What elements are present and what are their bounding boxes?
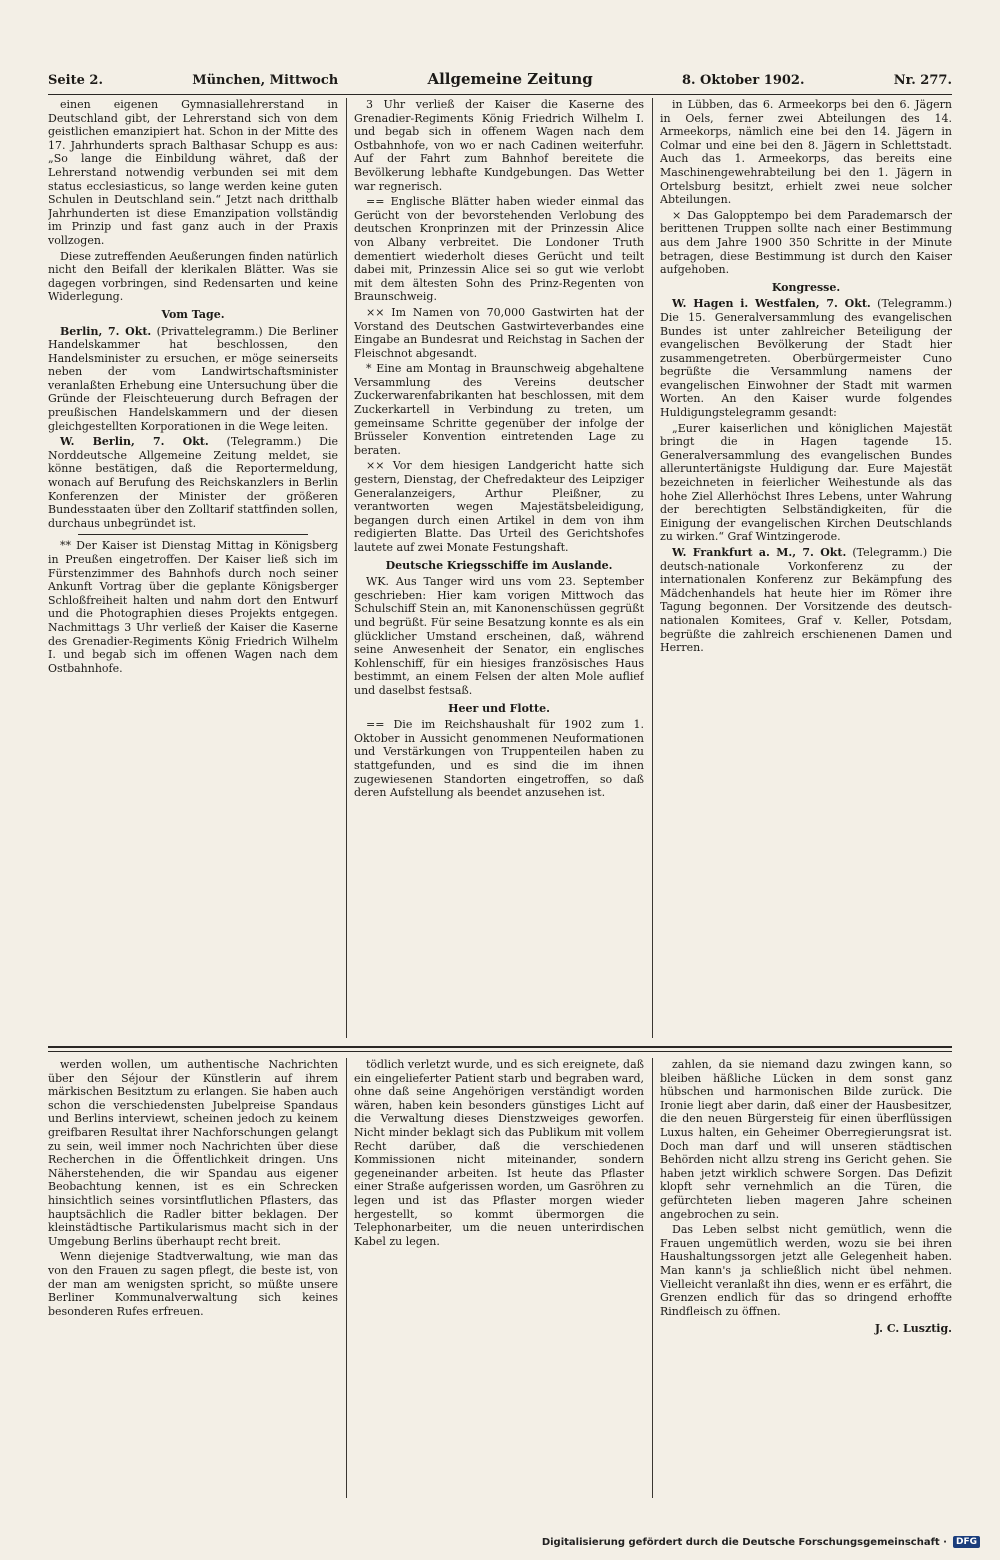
column-3 bbox=[660, 98, 952, 1038]
feuilleton-column-3 bbox=[660, 1058, 952, 1498]
article-paragraph: „Eurer kaiserlichen und königlichen Majestät bringt die in Hagen tagende 15. Generalversammlung des evangelischen Bundes alleruntertänigste Huldigung dar. Eure Majestät bezeichneten in feierlicher Weihestunde als das hohe Ziel Allerhöchst Ihres Lebens, unter Wahrung der berechtigten Selbständigkeiten, für die Einigung der evangelischen Kirchen Deutschlands zu wirken.“ Graf Wintzingerode. bbox=[660, 421, 952, 544]
dateline: Berlin, 7. Okt. bbox=[60, 324, 152, 338]
article-paragraph: 3 Uhr verließ der Kaiser die Kaserne des Grenadier-Regiments König Friedrich Wilhelm I. und begab sich in offenem Wagen nach dem Ostbahnhofe, von wo er nach Cadinen weiterfuhr. Auf der Fahrt zum Bahnhof bereitete die Bevölkerung lebhafte Kundgebungen. Das Wetter war regnerisch. bbox=[354, 98, 644, 193]
column-1 bbox=[48, 98, 338, 1038]
section-heading: Deutsche Kriegsschiffe im Auslande. bbox=[385, 558, 613, 572]
section-heading: Kongresse. bbox=[771, 280, 841, 294]
article-paragraph: × Das Galopptempo bei dem Parademarsch der berittenen Truppen sollte nach einer Bestimmung aus dem Jahre 1900 350 Schritte in der Minute betragen, diese Bestimmung ist durch den Kaiser aufgehoben. bbox=[660, 208, 952, 277]
author-signature: J. C. Lusztig. bbox=[874, 1322, 952, 1336]
section-heading: Vom Tage. bbox=[161, 307, 225, 321]
feuilleton-rule bbox=[48, 1046, 952, 1048]
feuilleton-paragraph: Wenn diejenige Stadtverwaltung, wie man das von den Frauen zu sagen pflegt, die beste ist, von der man am wenigsten spricht, so müßte unsere Berliner Kommunalverwaltung sich keines besonderen Rufes erfreuen. bbox=[48, 1250, 338, 1318]
article-text: (Telegramm.) Die Norddeutsche Allgemeine Zeitung meldet, sie könne bestätigen, daß die Reportermeldung, wonach auf Berufung des Reichskanzlers in Berlin Konferenzen der Minister der größeren Bundesstaaten über den Zolltarif stattfinden sollen, durchaus unbegründet ist. bbox=[48, 435, 338, 530]
footer-text: Digitalisierung gefördert durch die Deutsche Forschungsgemeinschaft · bbox=[541, 1536, 947, 1548]
issue-number: Nr. 277. bbox=[893, 73, 952, 88]
page-number: Seite 2. bbox=[48, 73, 103, 88]
dfg-logo-icon: DFG bbox=[953, 1536, 980, 1548]
article-paragraph: ×× Vor dem hiesigen Landgericht hatte sich gestern, Dienstag, der Chefredakteur des Leipziger Generalanzeigers, Arthur Pleißner, zu verantworten wegen Majestätsbeleidigung, begangen durch einen Artikel in dem von ihm redigierten Blatte. Das Urteil des Gerichtshofes lautete auf zwei Monate Festungshaft. bbox=[354, 459, 644, 554]
article-paragraph: * Eine am Montag in Braunschweig abgehaltene Versammlung des Vereins deutscher Zuckerwarenfabrikanten hat beschlossen, mit dem Zuckerkartell in Verbindung zu treten, um gemeinsame Schritte gegenüber der infolge der Brüsseler Konvention eintretenden Lage zu beraten. bbox=[354, 362, 644, 457]
place-day: München, Mittwoch bbox=[192, 73, 339, 88]
article-paragraph: einen eigenen Gymnasiallehrerstand in Deutschland gibt, der Lehrerstand sich von dem geistlichen emanzipiert hat. Schon in der Mitte des 17. Jahrhunderts sprach Balthasar Schupp es aus: „So lange die Einbildung währet, daß der Lehrerstand notwendig verbunden sei mit dem status ecclesiasticus, so lange werden keine guten Schulen in Deutschland sein.“ Jetzt nach dritthalb Jahrhunderten ist diese Emanzipation vollständig im Prinzip und fast ganz auch in der Praxis vollzogen. bbox=[48, 98, 338, 247]
dateline: W. Berlin, 7. Okt. bbox=[60, 435, 209, 449]
article-paragraph: ×× Im Namen von 70,000 Gastwirten hat der Vorstand des Deutschen Gastwirteverbandes eine Eingabe an Bundesrat und Reichstag in Sachen der Fleischnot abgesandt. bbox=[354, 305, 644, 360]
article-text: (Telegramm.) Die 15. Generalversammlung des evangelischen Bundes ist unter zahlreicher Beteiligung der evangelischen Bevölkerung der Stadt hier zusammengetreten. Oberbürgermeister Cuno begrüßte die Versammlung namens der evangelischen Einwohner der Stadt mit warmen Worten. An den Kaiser wurde folgendes Huldigungstelegramm gesandt: bbox=[660, 297, 952, 420]
newspaper-title: Allgemeine Zeitung bbox=[427, 70, 593, 88]
feuilleton-column-1 bbox=[48, 1058, 338, 1498]
feuilleton-paragraph: tödlich verletzt wurde, und es sich ereignete, daß ein eingelieferter Patient starb und begraben ward, ohne daß seine Angehörigen verständigt worden wären, haben kein besonders günstiges Licht auf die Verwaltung dieses Dienstzweiges geworfen. Nicht minder beklagt sich das Publikum mit vollem Recht darüber, daß die verschiedenen Kommissionen nicht miteinander, sondern gegeneinander arbeiten. Ist heute das Pflaster einer Straße aufgerissen worden, um Gasröhren zu legen und ist das Pflaster morgen wieder hergestellt, so kommt übermorgen die Telephonarbeiter, um die neuen unterirdischen Kabel zu legen. bbox=[354, 1058, 644, 1248]
feuilleton-paragraph: werden wollen, um authentische Nachrichten über den Séjour der Künstlerin auf ihrem märkischen Besitztum zu erlangen. Sie haben auch schon die verschiedensten Jubelpreise Spandaus und Berlins interviewt, scheinen jedoch zu keinem greifbaren Resultat ihrer Nachforschungen gelangt zu sein, weil immer noch Nachrichten über diese Recherchen in die Öffentlichkeit dringen. Uns Näherstehenden, die wir Spandau aus eigener Beobachtung kennen, ist es ein Schrecken hinsichtlich seines vorsintflutlichen Pflasters, das hauptsächlich die Radler bitter beklagen. Der kleinstädtische Partikularismus macht sich in der Umgebung Berlins überhaupt recht breit. bbox=[48, 1058, 338, 1248]
masthead bbox=[48, 70, 952, 92]
dateline: W. Frankfurt a. M., 7. Okt. bbox=[672, 546, 847, 559]
article-text: (Telegramm.) Die deutsch-nationale Vorkonferenz zu der internationalen Konferenz zur Bekämpfung des Mädchenhandels hat heute hier im Römer ihre Tagung begonnen. Der Vorsitzende des deutsch-nationalen Komitees, Graf v. Keller, Potsdam, begrüßte die zahlreich erschienenen Damen und Herren. bbox=[660, 546, 952, 655]
column-divider bbox=[652, 98, 653, 1038]
column-divider bbox=[346, 1058, 347, 1498]
feuilleton-rule-thin bbox=[48, 1051, 952, 1052]
column-divider bbox=[652, 1058, 653, 1498]
article-paragraph: == Die im Reichshaushalt für 1902 zum 1. Oktober in Aussicht genommenen Neuformationen und Verstärkungen von Truppenteilen haben zu stattgefunden, und es sind die im ihnen zugewiesenen Standorten eingetroffen, so daß deren Aufstellung als beendet anzusehen ist. bbox=[354, 718, 644, 800]
article-paragraph: == Englische Blätter haben wieder einmal das Gerücht von der bevorstehenden Verlobung des deutschen Kronprinzen mit der Prinzessin Alice von Albany verbreitet. Die Londoner Truth dementiert wiederholt dieses Gerücht und teilt dabei mit, Prinzessin Alice sei so gut wie verlobt mit dem ältesten Sohn des Prinz-Regenten von Braunschweig. bbox=[354, 195, 644, 304]
masthead-rule bbox=[48, 94, 952, 95]
article-paragraph: ** Der Kaiser ist Dienstag Mittag in Königsberg in Preußen eingetroffen. Der Kaiser ließ sich im Fürstenzimmer des Bahnhofs durch noch seiner Ankunft Vortrag über die geplante Königsberger Schloßfreiheit halten und nahm dort den Entwurf und die Photographien dieses Projekts entgegen. Nachmittags 3 Uhr verließ der Kaiser die Kaserne des Grenadier-Regiments König Friedrich Wilhelm I. und begab sich im offenen Wagen nach dem Ostbahnhofe. bbox=[48, 539, 338, 675]
feuilleton-paragraph: zahlen, da sie niemand dazu zwingen kann, so bleiben häßliche Lücken in dem sonst ganz hübschen und harmonischen Bilde zurück. Die Ironie liegt aber darin, daß einer der Hausbesitzer, die den neuen Bürgersteig für einen überflüssigen Luxus halten, ein Geheimer Oberregierungsrat ist. Doch man darf und will unseren städtischen Behörden nicht allzu streng ins Gericht gehen. Sie haben jetzt wirklich schwere Sorgen. Das Defizit klopft sehr vernehmlich an die Türen, die gefürchteten lieben mageren Jahre scheinen angebrochen zu sein. bbox=[660, 1058, 952, 1221]
dateline: W. Hagen i. Westfalen, 7. Okt. bbox=[672, 297, 871, 311]
column-2 bbox=[354, 98, 644, 1038]
section-heading: Heer und Flotte. bbox=[448, 701, 550, 715]
column-divider bbox=[346, 98, 347, 1038]
digitization-footer bbox=[542, 1536, 980, 1548]
separator bbox=[78, 534, 308, 535]
article-paragraph: Diese zutreffenden Aeußerungen finden natürlich nicht den Beifall der klerikalen Blätter. Was sie dagegen vorbringen, sind Redensarten und keine Widerlegung. bbox=[48, 249, 338, 304]
article-text: (Privattelegramm.) Die Berliner Handelskammer hat beschlossen, den Handelsminister zu ersuchen, er möge seinerseits neben der vom Landwirtschaftsminister veranlaßten Erhebung eine Untersuchung über die Gründe der Fleischteuerung durch Befragen der preußischen Handelskammern und der diesen gleichgestellten Korporationen in die Wege leiten. bbox=[48, 324, 338, 433]
article-paragraph: in Lübben, das 6. Armeekorps bei den 6. Jägern in Oels, ferner zwei Abteilungen des 14. Armeekorps, nämlich eine bei den 14. Jägern in Colmar und eine bei den 8. Jägern in Schlettstadt. Auch das 1. Armeekorps, das bereits eine Maschinengewehrabteilung bei den 1. Jägern in Ortelsburg besitzt, erhielt zwei neue solcher Abteilungen. bbox=[660, 98, 952, 207]
newspaper-page bbox=[48, 70, 952, 1520]
feuilleton-paragraph: Das Leben selbst nicht gemütlich, wenn die Frauen ungemütlich werden, wozu sie bei ihren Haushaltungssorgen jetzt alle Gelegenheit haben. Man kann's ja schließlich nicht übel nehmen. Vielleicht veranlaßt ihn dies, wenn er es erfährt, die Grenzen endlich für das so dringend erhoffte Rindfleisch zu öffnen. bbox=[660, 1223, 952, 1318]
feuilleton-column-2 bbox=[354, 1058, 644, 1498]
issue-date: 8. Oktober 1902. bbox=[681, 73, 805, 88]
article-paragraph: WK. Aus Tanger wird uns vom 23. September geschrieben: Hier kam vorigen Mittwoch das Schulschiff Stein an, mit Kanonenschüssen gegrüßt und begrüßt. Für seine Besatzung konnte es als ein glücklicher Umstand erscheinen, daß, während seine Anwesenheit der Senator, ein englisches Kohlenschiff, für ein hiesiges französisches Haus bestimmt, an einem Felsen der alten Mole auflief und daselbst festsaß. bbox=[354, 575, 644, 697]
